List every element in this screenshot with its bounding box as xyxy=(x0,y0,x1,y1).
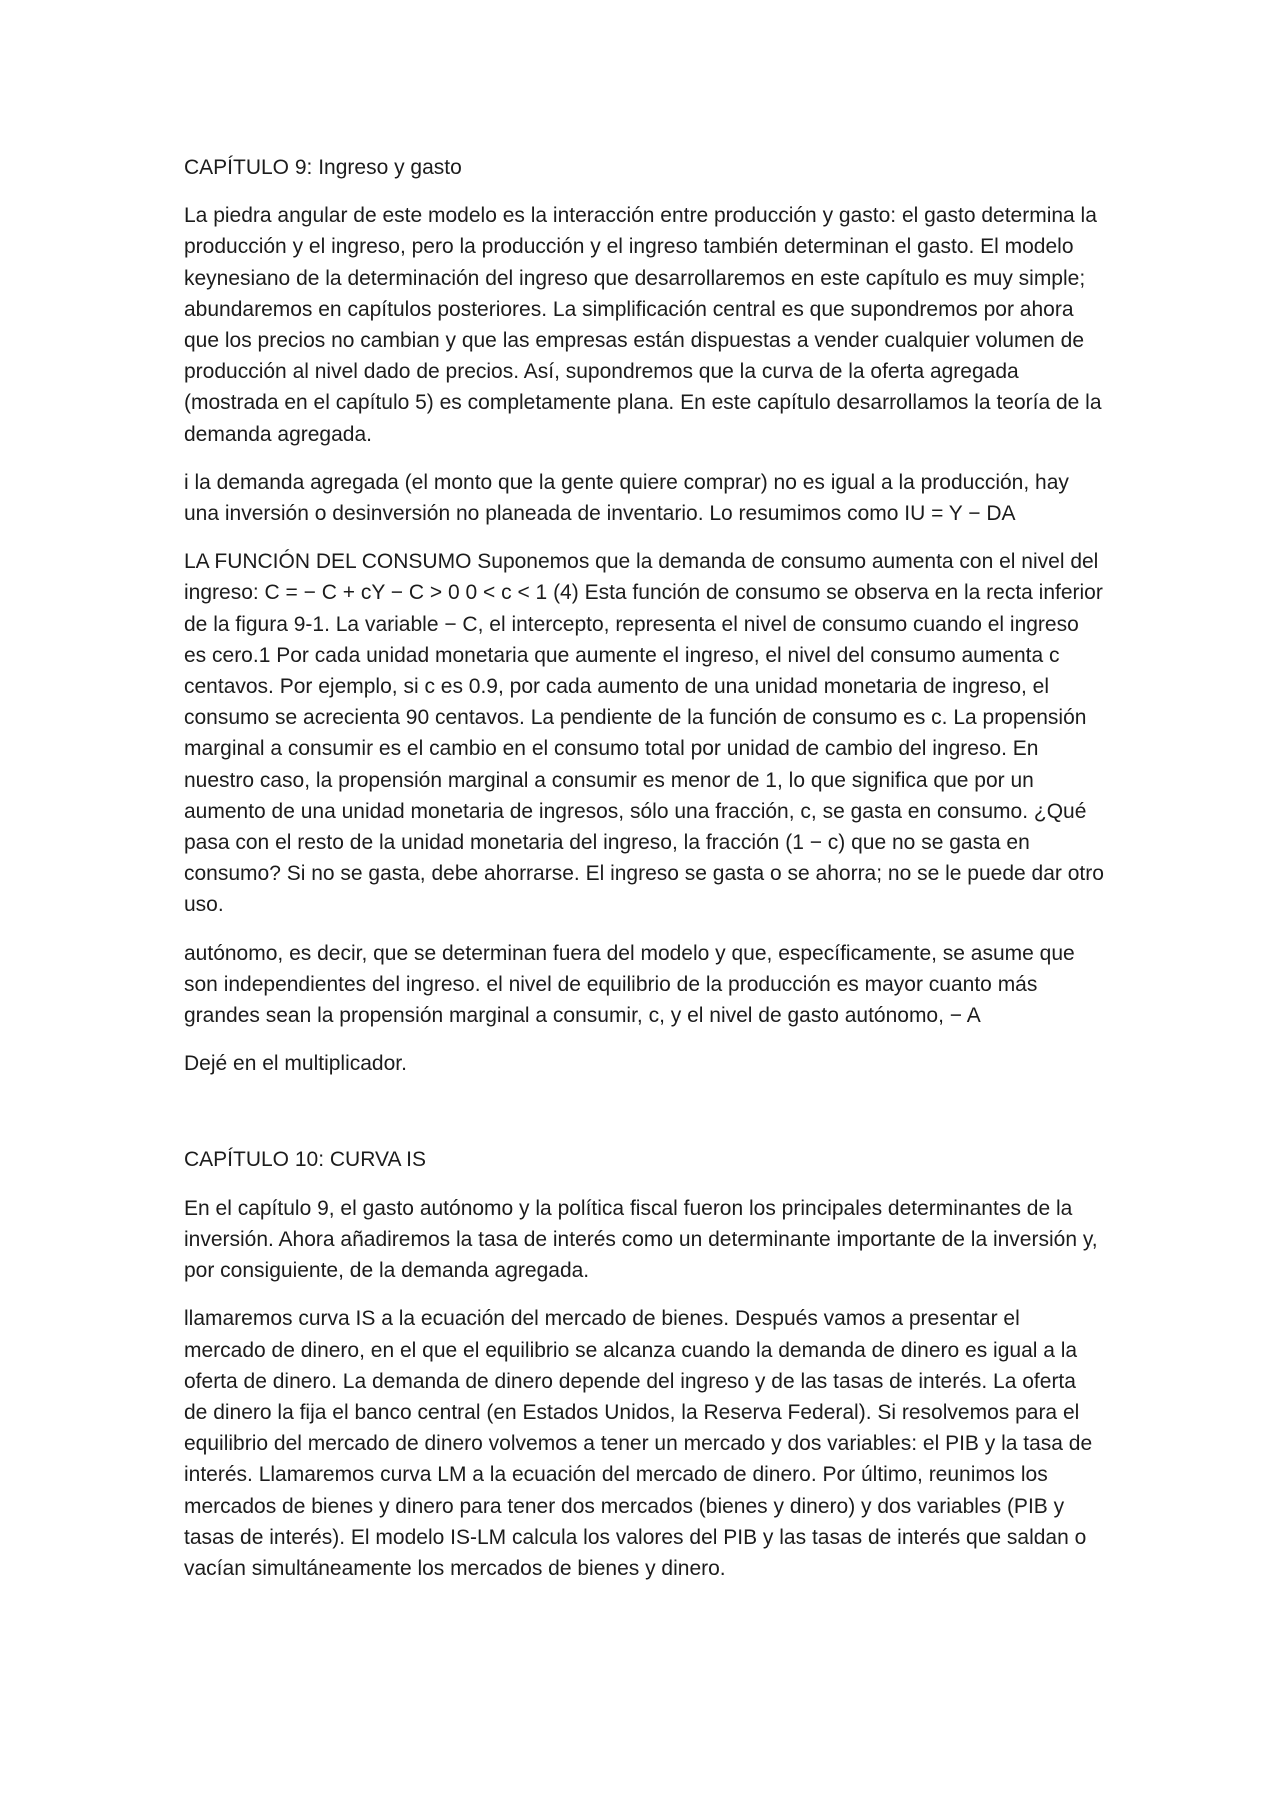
chapter-9-paragraph-2: i la demanda agregada (el monto que la gente quiere comprar) no es igual a la producción, hay una inversión o desinversión no planeada de inventario. Lo resumimos como IU = Y − DA xyxy=(184,470,1069,526)
chapter-9-paragraph-5: Dejé en el multiplicador. xyxy=(184,1052,407,1076)
section-spacer xyxy=(184,1096,1104,1144)
chapter-10-heading: CAPÍTULO 10: CURVA IS xyxy=(184,1148,426,1172)
chapter-10-paragraph-1: En el capítulo 9, el gasto autónomo y la política fiscal fueron los principales determinantes de la inversión. Ahora añadiremos la tasa de interés como un determinante importante de la inversión y, por consiguiente, de la demanda agregada. xyxy=(184,1196,1098,1283)
chapter-9-heading: CAPÍTULO 9: Ingreso y gasto xyxy=(184,156,462,179)
document-body xyxy=(184,152,1104,1601)
chapter-9-paragraph-1: La piedra angular de este modelo es la interacción entre producción y gasto: el gasto determina la producción y el ingreso, pero la producción y el ingreso también determinan el gasto. El modelo keynesiano de la determinación del ingreso que desarrollaremos en este capítulo es muy simple; abundaremos en capítulos posteriores. La simplificación central es que supondremos por ahora que los precios no cambian y que las empresas están dispuestas a vender cualquier volumen de producción al nivel dado de precios. Así, supondremos que la curva de la oferta agregada (mostrada en el capítulo 5) es completamente plana. En este capítulo desarrollamos la teoría de la demanda agregada. xyxy=(184,204,1102,446)
chapter-9-paragraph-4: autónomo, es decir, que se determinan fuera del modelo y que, específicamente, se asume que son independientes del ingreso. el nivel de equilibrio de la producción es mayor cuanto más grandes sean la propensión marginal a consumir, c, y el nivel de gasto autónomo, − A xyxy=(184,941,1075,1028)
chapter-9-paragraph-3: LA FUNCIÓN DEL CONSUMO Suponemos que la demanda de consumo aumenta con el nivel del ingreso: C = − C + cY − C > 0 0 < c < 1 (4) Esta función de consumo se observa en la recta inferior de la figura 9-1. La variable − C, el intercepto, representa el nivel de consumo cuando el ingreso es cero.1 Por cada unidad monetaria que aumente el ingreso, el nivel del consumo aumenta c centavos. Por ejemplo, si c es 0.9, por cada aumento de una unidad monetaria de ingreso, el consumo se acrecienta 90 centavos. La pendiente de la función de consumo es c. La propensión marginal a consumir es el cambio en el consumo total por unidad de cambio del ingreso. En nuestro caso, la propensión marginal a consumir es menor de 1, lo que significa que por un aumento de una unidad monetaria de ingresos, sólo una fracción, c, se gasta en consumo. ¿Qué pasa con el resto de la unidad monetaria del ingreso, la fracción (1 − c) que no se gasta en consumo? Si no se gasta, debe ahorrarse. El ingreso se gasta o se ahorra; no se le puede dar otro uso. xyxy=(184,550,1104,917)
chapter-10-paragraph-2: llamaremos curva IS a la ecuación del mercado de bienes. Después vamos a presentar el mercado de dinero, en el que el equilibrio se alcanza cuando la demanda de dinero es igual a la oferta de dinero. La demanda de dinero depende del ingreso y de las tasas de interés. La oferta de dinero la fija el banco central (en Estados Unidos, la Reserva Federal). Si resolvemos para el equilibrio del mercado de dinero volvemos a tener un mercado y dos variables: el PIB y la tasa de interés. Llamaremos curva LM a la ecuación del mercado de dinero. Por último, reunimos los mercados de bienes y dinero para tener dos mercados (bienes y dinero) y dos variables (PIB y tasas de interés). El modelo IS-LM calcula los valores del PIB y las tasas de interés que saldan o vacían simultáneamente los mercados de bienes y dinero. xyxy=(184,1307,1093,1580)
